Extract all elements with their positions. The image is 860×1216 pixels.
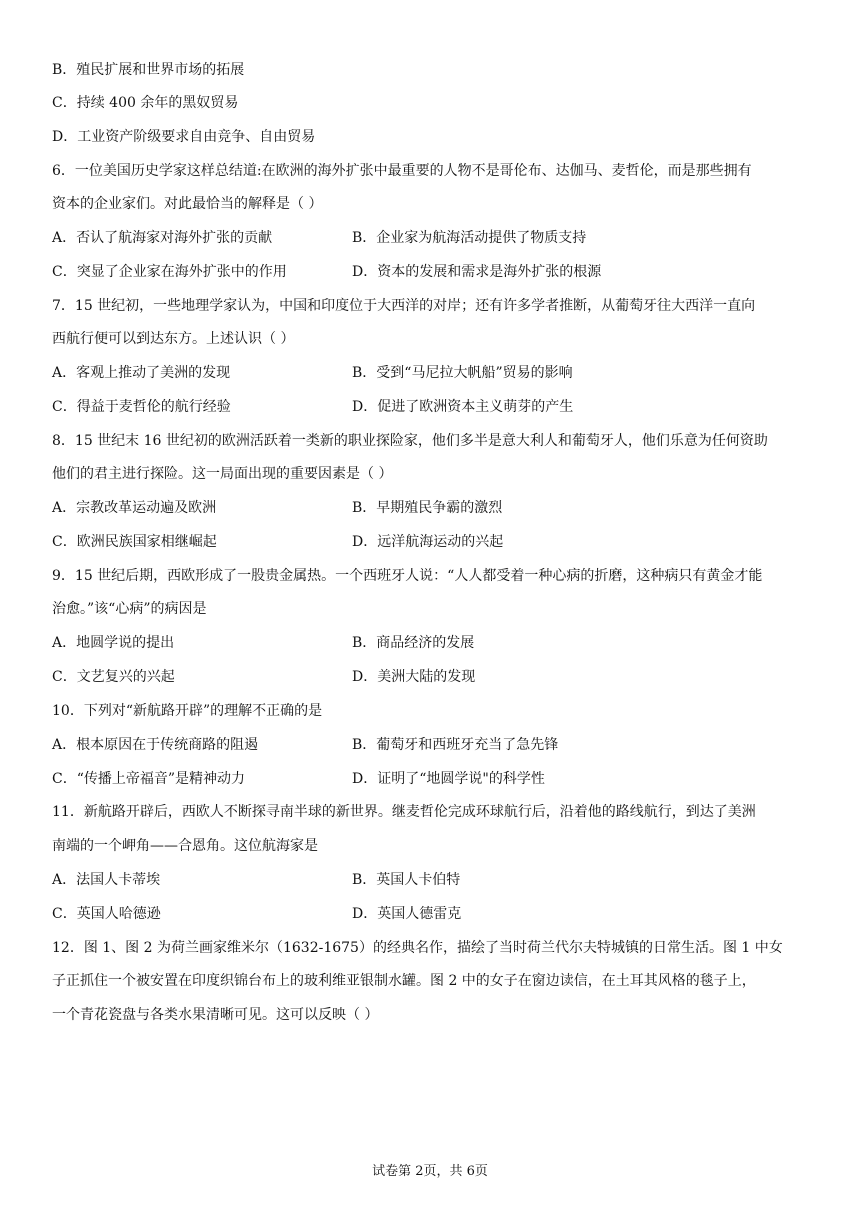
q9-stem-line-2: 治愈。”该“心病”的病因是 bbox=[52, 601, 207, 617]
q11-option-b: B．英国人卡伯特 bbox=[352, 872, 461, 888]
q10-option-a: A．根本原因在于传统商路的阻遏 bbox=[52, 737, 259, 753]
q9-option-a: A．地圆学说的提出 bbox=[52, 635, 175, 651]
q8-option-c: C．欧洲民族国家相继崛起 bbox=[52, 534, 217, 550]
q7-option-d: D．促进了欧洲资本主义萌芽的产生 bbox=[352, 399, 574, 415]
q6-option-b: B．企业家为航海活动提供了物质支持 bbox=[352, 230, 587, 246]
q7-option-c: C．得益于麦哲伦的航行经验 bbox=[52, 399, 231, 415]
prev-option-b: B．殖民扩展和世界市场的拓展 bbox=[52, 62, 245, 78]
q6-stem-line-2: 资本的企业家们。对此最恰当的解释是（ ） bbox=[52, 196, 323, 212]
q11-option-d: D．英国人德雷克 bbox=[352, 906, 462, 922]
q8-stem-line-2: 他们的君主进行探险。这一局面出现的重要因素是（ ） bbox=[52, 466, 393, 482]
q10-option-c: C．“传播上帝福音”是精神动力 bbox=[52, 771, 246, 787]
q12-stem-line-3: 一个青花瓷盘与各类水果清晰可见。这可以反映（ ） bbox=[52, 1007, 379, 1023]
q11-option-c: C．英国人哈德逊 bbox=[52, 906, 161, 922]
q11-option-a: A．法国人卡蒂埃 bbox=[52, 872, 161, 888]
q12-stem-line-2: 子正抓住一个被安置在印度织锦台布上的玻利维亚银制水罐。图 2 中的女子在窗边读信，在土耳其风格的毯子上， bbox=[52, 973, 756, 989]
page-footer: 试卷第 2页，共 6页 bbox=[372, 1164, 488, 1179]
q11-stem-line-1: 11．新航路开辟后，西欧人不断探寻南半球的新世界。继麦哲伦完成环球航行后，沿着他的路线航行，到达了美洲 bbox=[52, 804, 756, 820]
q10-option-d: D．证明了“地圆学说"的科学性 bbox=[352, 771, 545, 787]
q10-stem-line-1: 10．下列对“新航路开辟”的理解不正确的是 bbox=[52, 703, 323, 719]
q9-option-c: C．文艺复兴的兴起 bbox=[52, 669, 175, 685]
q9-stem-line-1: 9．15 世纪后期，西欧形成了一股贵金属热。一个西班牙人说：“人人都受着一种心病的折磨，这种病只有黄金才能 bbox=[52, 568, 763, 584]
q9-option-d: D．美洲大陆的发现 bbox=[352, 669, 476, 685]
q8-option-d: D．远洋航海运动的兴起 bbox=[352, 534, 504, 550]
q10-option-b: B．葡萄牙和西班牙充当了急先锋 bbox=[352, 737, 559, 753]
prev-option-d: D．工业资产阶级要求自由竞争、自由贸易 bbox=[52, 129, 316, 145]
q8-option-b: B．早期殖民争霸的激烈 bbox=[352, 500, 503, 516]
q8-option-a: A．宗教改革运动遍及欧洲 bbox=[52, 500, 217, 516]
prev-option-c: C．持续 400 余年的黑奴贸易 bbox=[52, 95, 239, 111]
q6-option-a: A．否认了航海家对海外扩张的贡献 bbox=[52, 230, 273, 246]
q7-stem-line-1: 7．15 世纪初，一些地理学家认为，中国和印度位于大西洋的对岸；还有许多学者推断，从葡萄牙往大西洋一直向 bbox=[52, 298, 756, 314]
q7-option-b: B．受到“马尼拉大帆船”贸易的影响 bbox=[352, 365, 573, 381]
q8-stem-line-1: 8．15 世纪末 16 世纪初的欧洲活跃着一类新的职业探险家，他们多半是意大利人和葡萄牙人，他们乐意为任何资助 bbox=[52, 433, 768, 449]
q12-stem-line-1: 12．图 1、图 2 为荷兰画家维米尔（1632-1675）的经典名作，描绘了当时荷兰代尔夫特城镇的日常生活。图 1 中女 bbox=[52, 940, 783, 956]
q6-option-d: D．资本的发展和需求是海外扩张的根源 bbox=[352, 264, 602, 280]
q7-stem-line-2: 西航行便可以到达东方。上述认识（ ） bbox=[52, 331, 295, 347]
q7-option-a: A．客观上推动了美洲的发现 bbox=[52, 365, 231, 381]
q6-stem-line-1: 6．一位美国历史学家这样总结道:在欧洲的海外扩张中最重要的人物不是哥伦布、达伽马、麦哲伦，而是那些拥有 bbox=[52, 163, 752, 179]
q11-stem-line-2: 南端的一个岬角——合恩角。这位航海家是 bbox=[52, 838, 318, 854]
q9-option-b: B．商品经济的发展 bbox=[352, 635, 475, 651]
q6-option-c: C．突显了企业家在海外扩张中的作用 bbox=[52, 264, 287, 280]
